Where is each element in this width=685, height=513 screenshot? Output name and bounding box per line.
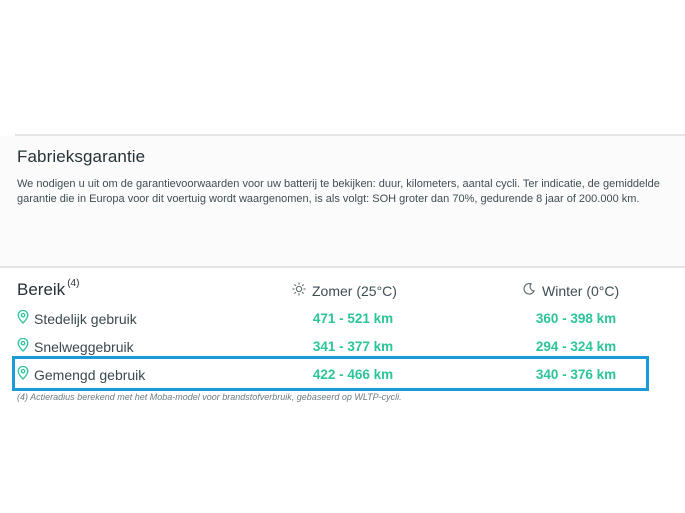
- summer-range-value: 471 - 521 km: [312, 311, 394, 326]
- range-row-city: [0, 310, 685, 332]
- winter-range-value: 360 - 398 km: [535, 311, 617, 326]
- summer-column-label: Zomer (25°C): [312, 282, 397, 299]
- location-pin-icon: [17, 338, 29, 355]
- range-note-ref: (4): [67, 278, 80, 289]
- row-label: Snelweggebruik: [34, 338, 134, 355]
- row-label-wrap: [17, 338, 134, 355]
- range-title: [17, 280, 79, 300]
- location-pin-icon: [17, 310, 29, 327]
- summer-range-value: 422 - 466 km: [312, 367, 394, 382]
- row-label: Stedelijk gebruik: [34, 310, 137, 327]
- summer-column-header: [292, 282, 397, 299]
- summer-range-value: 341 - 377 km: [312, 339, 394, 354]
- winter-column-label: Winter (0°C): [542, 282, 620, 299]
- mixed-use-highlight-box: [12, 356, 649, 391]
- range-footnote: (4) Actieradius berekend met het Moba-model voor brandstofverbruik, gebaseerd op WLTP-cycli.: [17, 392, 402, 402]
- warranty-text: We nodigen u uit om de garantievoorwaarden voor uw batterij te bekijken: duur, kilometers, aantal cycli. Ter indicatie, de gemiddelde garantie die in Europa voor dit voertuig wordt waargenomen, is als volgt: SOH groter dan 70%, gedurende 8 jaar of 200.000 km.: [17, 178, 660, 205]
- winter-column-header: [522, 282, 619, 299]
- row-label: Gemengd gebruik: [34, 366, 146, 383]
- winter-range-value: 340 - 376 km: [535, 367, 617, 382]
- row-label-wrap: [17, 310, 137, 327]
- moon-icon: [522, 282, 536, 299]
- range-title-label: Bereik: [17, 280, 66, 299]
- winter-range-value: 294 - 324 km: [535, 339, 617, 354]
- range-divider: [0, 266, 685, 268]
- warranty-title: Fabrieksgarantie: [17, 147, 146, 166]
- sun-icon: [292, 282, 306, 299]
